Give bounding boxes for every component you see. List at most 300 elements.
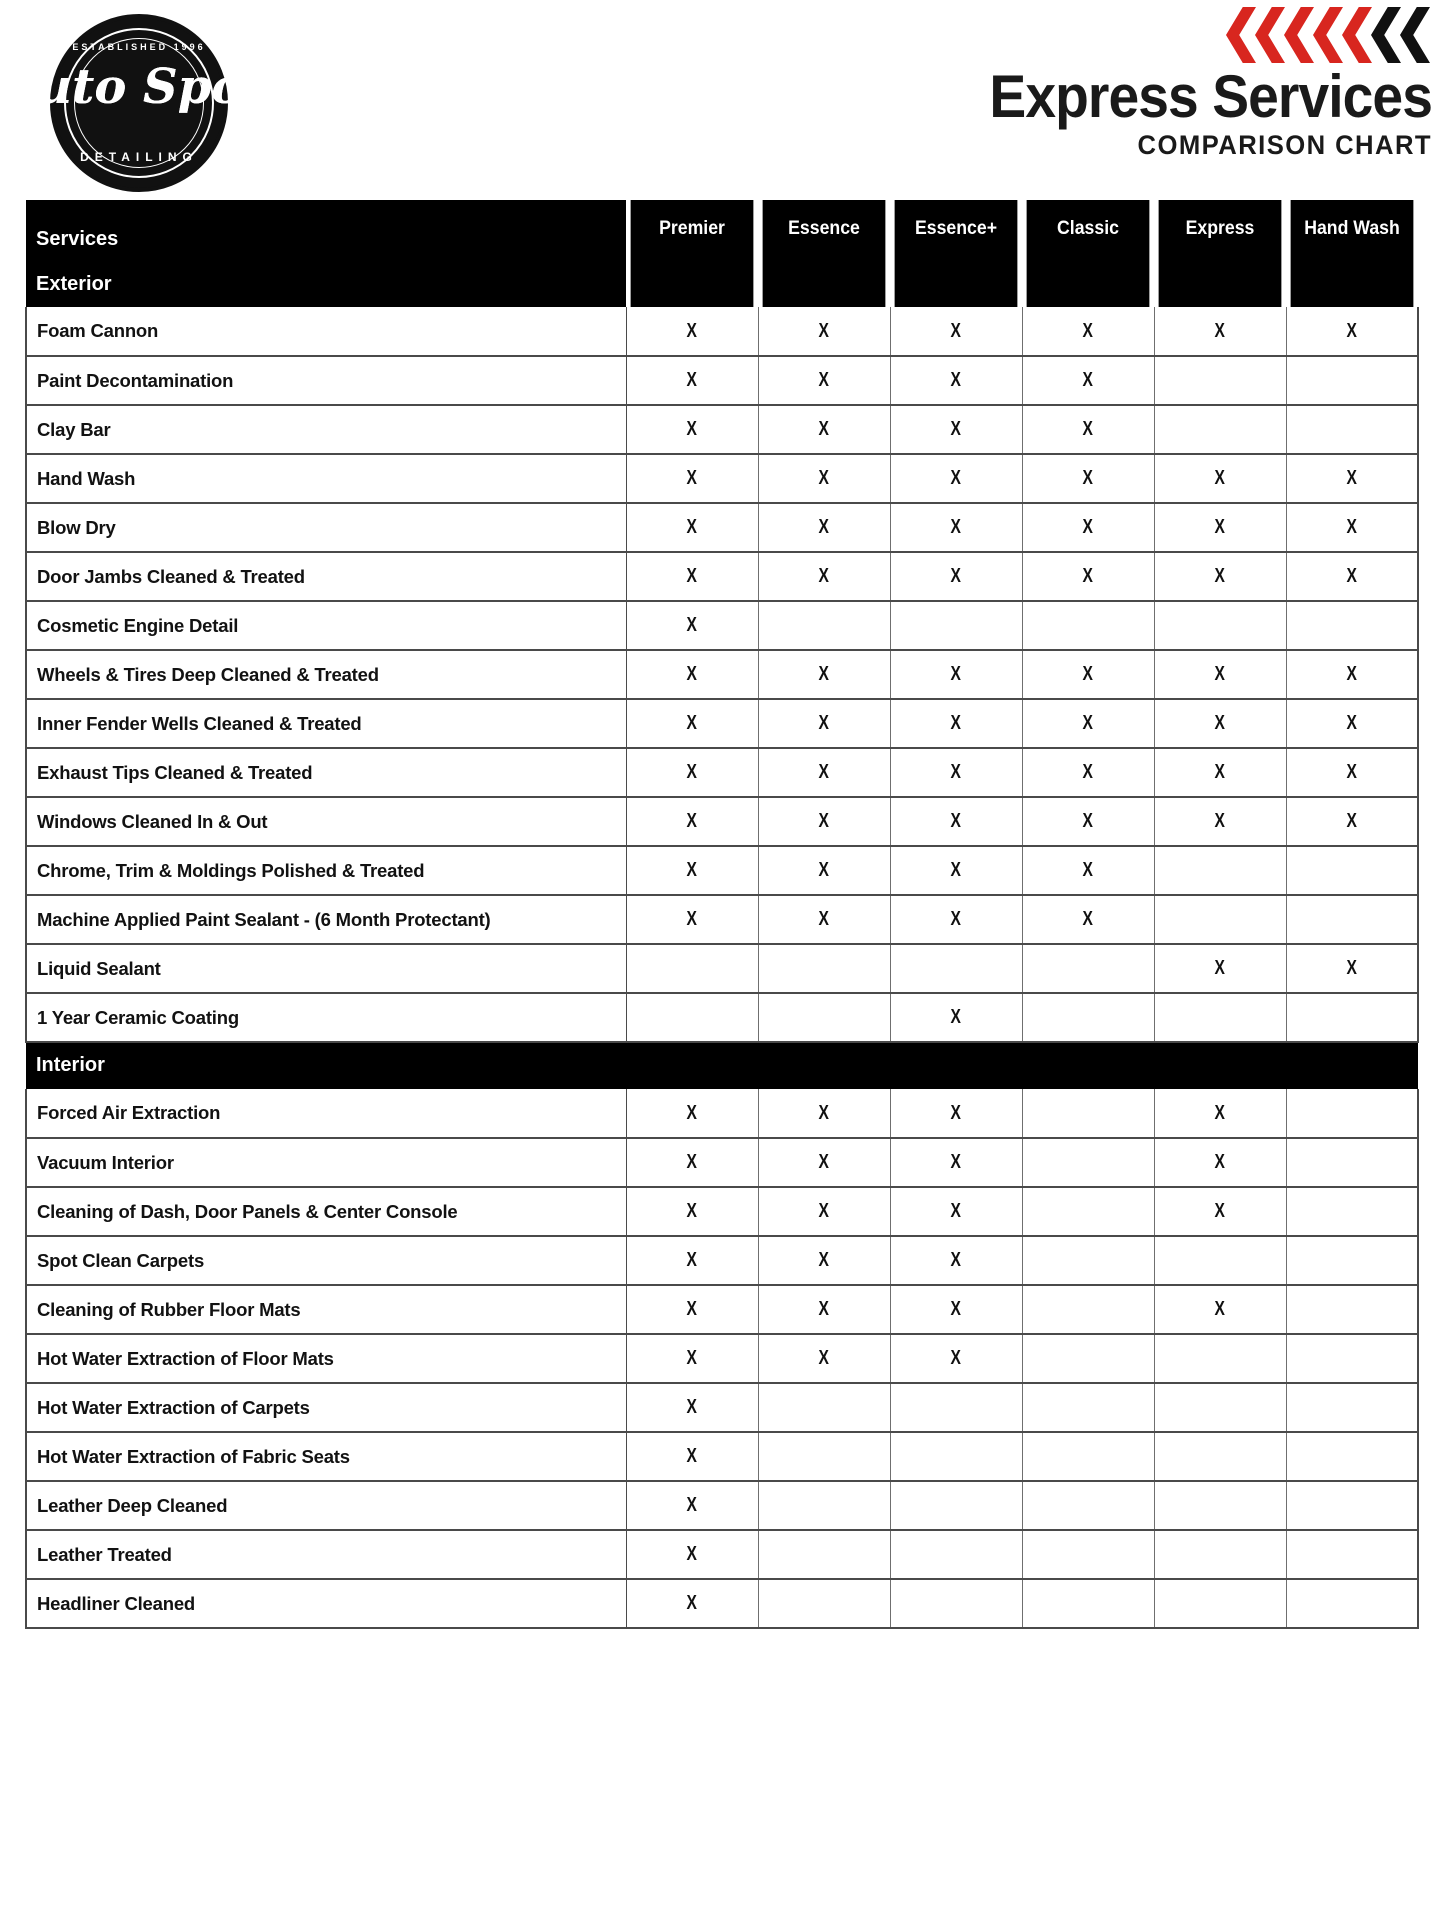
- check-mark-x: X: [818, 1347, 830, 1369]
- service-excluded-cell: [1286, 1530, 1418, 1579]
- service-included-cell: [626, 1481, 758, 1530]
- service-name-cell: Liquid Sealant: [26, 944, 626, 993]
- service-name-cell: Hand Wash: [26, 454, 626, 503]
- check-mark-x: X: [1214, 712, 1226, 734]
- table-header-row: [26, 200, 1418, 307]
- service-included-cell: [758, 1236, 890, 1285]
- check-mark-x: X: [686, 1151, 698, 1173]
- check-mark-x: X: [1346, 761, 1357, 783]
- service-included-cell: [626, 1579, 758, 1628]
- chevron-icon: [1371, 7, 1401, 63]
- check-mark-x: X: [1214, 467, 1226, 489]
- table-row: [26, 405, 1418, 454]
- page-subtitle: COMPARISON CHART: [1137, 130, 1432, 160]
- check-mark-x: X: [950, 516, 962, 538]
- check-mark-x: X: [1346, 957, 1357, 979]
- service-name-cell: Foam Cannon: [26, 307, 626, 356]
- logo-detailing-text: DETAILING: [80, 150, 198, 164]
- check-mark-x: X: [686, 712, 698, 734]
- service-excluded-cell: [1022, 1530, 1154, 1579]
- service-included-cell: [626, 699, 758, 748]
- service-included-cell: [1154, 1285, 1286, 1334]
- service-included-cell: [1286, 748, 1418, 797]
- table-row: [26, 356, 1418, 405]
- service-included-cell: [1286, 797, 1418, 846]
- comparison-table-wrap: [25, 200, 1417, 1629]
- service-included-cell: [1154, 454, 1286, 503]
- service-excluded-cell: [890, 601, 1022, 650]
- service-excluded-cell: [1286, 1383, 1418, 1432]
- service-name-cell: Leather Treated: [26, 1530, 626, 1579]
- service-included-cell: [626, 503, 758, 552]
- service-included-cell: [626, 1089, 758, 1138]
- check-mark-x: X: [686, 1445, 698, 1467]
- check-mark-x: X: [1082, 418, 1094, 440]
- service-included-cell: [626, 1530, 758, 1579]
- table-row: [26, 895, 1418, 944]
- service-included-cell: [626, 356, 758, 405]
- service-included-cell: [758, 797, 890, 846]
- check-mark-x: X: [1214, 516, 1226, 538]
- check-mark-x: X: [686, 908, 698, 930]
- service-included-cell: [1022, 846, 1154, 895]
- check-mark-x: X: [686, 1592, 698, 1614]
- service-excluded-cell: [1286, 1285, 1418, 1334]
- service-included-cell: [890, 650, 1022, 699]
- check-mark-x: X: [686, 614, 698, 636]
- service-excluded-cell: [1286, 1138, 1418, 1187]
- check-mark-x: X: [686, 810, 698, 832]
- table-body: [26, 307, 1418, 1628]
- table-row: [26, 552, 1418, 601]
- service-included-cell: [890, 405, 1022, 454]
- service-included-cell: [626, 1187, 758, 1236]
- service-included-cell: [758, 454, 890, 503]
- service-excluded-cell: [890, 1383, 1022, 1432]
- service-included-cell: [626, 552, 758, 601]
- service-included-cell: [1154, 944, 1286, 993]
- chevron-icon: [1255, 7, 1285, 63]
- exterior-section-label: Exterior: [36, 273, 112, 295]
- service-included-cell: [1154, 699, 1286, 748]
- service-excluded-cell: [1286, 993, 1418, 1042]
- table-row: [26, 1383, 1418, 1432]
- service-name-cell: Vacuum Interior: [26, 1138, 626, 1187]
- column-header-essence: Essence+: [895, 200, 1018, 307]
- check-mark-x: X: [686, 1298, 698, 1320]
- check-mark-x: X: [818, 565, 830, 587]
- service-excluded-cell: [1286, 1481, 1418, 1530]
- column-header-hand-wash: Hand Wash: [1291, 200, 1414, 307]
- check-mark-x: X: [818, 663, 830, 685]
- table-row: [26, 1236, 1418, 1285]
- check-mark-x: X: [950, 1249, 962, 1271]
- service-excluded-cell: [1286, 1432, 1418, 1481]
- check-mark-x: X: [1214, 663, 1226, 685]
- service-excluded-cell: [1022, 1285, 1154, 1334]
- service-excluded-cell: [1154, 993, 1286, 1042]
- service-name-cell: Hot Water Extraction of Carpets: [26, 1383, 626, 1432]
- table-row: [26, 1285, 1418, 1334]
- check-mark-x: X: [686, 761, 698, 783]
- table-row: [26, 307, 1418, 356]
- service-included-cell: [758, 1334, 890, 1383]
- service-excluded-cell: [758, 1432, 890, 1481]
- service-included-cell: [1286, 503, 1418, 552]
- service-excluded-cell: [1286, 1334, 1418, 1383]
- table-row: [26, 699, 1418, 748]
- check-mark-x: X: [1214, 1151, 1226, 1173]
- service-excluded-cell: [1154, 1579, 1286, 1628]
- service-included-cell: [626, 1285, 758, 1334]
- check-mark-x: X: [1346, 516, 1357, 538]
- service-excluded-cell: [1154, 895, 1286, 944]
- service-included-cell: [626, 454, 758, 503]
- check-mark-x: X: [1346, 712, 1357, 734]
- check-mark-x: X: [1082, 859, 1094, 881]
- check-mark-x: X: [1346, 467, 1357, 489]
- service-excluded-cell: [890, 1579, 1022, 1628]
- service-included-cell: [890, 993, 1022, 1042]
- service-included-cell: [626, 748, 758, 797]
- service-included-cell: [890, 307, 1022, 356]
- service-included-cell: [890, 1089, 1022, 1138]
- check-mark-x: X: [950, 1151, 962, 1173]
- service-name-cell: Hot Water Extraction of Fabric Seats: [26, 1432, 626, 1481]
- chevron-icon: [1400, 7, 1430, 63]
- service-included-cell: [1022, 356, 1154, 405]
- check-mark-x: X: [818, 908, 830, 930]
- check-mark-x: X: [818, 1249, 830, 1271]
- service-excluded-cell: [1022, 1138, 1154, 1187]
- check-mark-x: X: [1082, 761, 1094, 783]
- service-name-cell: Spot Clean Carpets: [26, 1236, 626, 1285]
- service-included-cell: [1022, 503, 1154, 552]
- service-included-cell: [758, 846, 890, 895]
- service-included-cell: [758, 650, 890, 699]
- check-mark-x: X: [1214, 1101, 1226, 1124]
- chevron-icon: [1313, 7, 1343, 63]
- service-excluded-cell: [1022, 1481, 1154, 1530]
- service-included-cell: [1154, 748, 1286, 797]
- check-mark-x: X: [950, 1006, 962, 1028]
- service-excluded-cell: [1154, 405, 1286, 454]
- service-included-cell: [890, 552, 1022, 601]
- service-included-cell: [758, 699, 890, 748]
- service-included-cell: [626, 1383, 758, 1432]
- service-name-cell: Inner Fender Wells Cleaned & Treated: [26, 699, 626, 748]
- service-included-cell: [1286, 650, 1418, 699]
- check-mark-x: X: [1082, 565, 1094, 587]
- service-included-cell: [1022, 797, 1154, 846]
- column-header-essence: Essence: [763, 200, 886, 307]
- check-mark-x: X: [686, 565, 698, 587]
- service-name-cell: Machine Applied Paint Sealant - (6 Month Protectant): [26, 895, 626, 944]
- service-excluded-cell: [1286, 1236, 1418, 1285]
- service-excluded-cell: [1154, 1383, 1286, 1432]
- check-mark-x: X: [818, 761, 830, 783]
- check-mark-x: X: [1082, 810, 1094, 832]
- check-mark-x: X: [950, 761, 962, 783]
- service-included-cell: [1022, 748, 1154, 797]
- service-included-cell: [1154, 650, 1286, 699]
- service-included-cell: [758, 748, 890, 797]
- service-excluded-cell: [1022, 944, 1154, 993]
- check-mark-x: X: [686, 1101, 698, 1124]
- service-excluded-cell: [758, 1530, 890, 1579]
- service-name-cell: Clay Bar: [26, 405, 626, 454]
- service-excluded-cell: [1022, 601, 1154, 650]
- check-mark-x: X: [818, 467, 830, 489]
- check-mark-x: X: [950, 859, 962, 881]
- services-comparison-table: [25, 200, 1419, 1629]
- service-name-cell: Cleaning of Rubber Floor Mats: [26, 1285, 626, 1334]
- check-mark-x: X: [818, 516, 830, 538]
- table-row: [26, 503, 1418, 552]
- service-included-cell: [758, 1089, 890, 1138]
- check-mark-x: X: [950, 810, 962, 832]
- service-excluded-cell: [1286, 846, 1418, 895]
- table-row: [26, 1579, 1418, 1628]
- service-name-cell: Cosmetic Engine Detail: [26, 601, 626, 650]
- service-included-cell: [1022, 699, 1154, 748]
- service-included-cell: [626, 307, 758, 356]
- service-included-cell: [890, 895, 1022, 944]
- check-mark-x: X: [950, 565, 962, 587]
- check-mark-x: X: [686, 859, 698, 881]
- service-name-cell: 1 Year Ceramic Coating: [26, 993, 626, 1042]
- check-mark-x: X: [1082, 663, 1094, 685]
- service-excluded-cell: [626, 993, 758, 1042]
- service-name-cell: Wheels & Tires Deep Cleaned & Treated: [26, 650, 626, 699]
- service-excluded-cell: [1154, 1334, 1286, 1383]
- check-mark-x: X: [1214, 810, 1226, 832]
- check-mark-x: X: [1346, 565, 1357, 587]
- service-included-cell: [890, 1285, 1022, 1334]
- table-row: [26, 846, 1418, 895]
- service-included-cell: [626, 405, 758, 454]
- table-row: [26, 454, 1418, 503]
- table-row: [26, 601, 1418, 650]
- service-included-cell: [626, 601, 758, 650]
- services-label: Services: [36, 228, 119, 250]
- chevron-decoration: [732, 4, 1432, 66]
- service-included-cell: [1154, 1089, 1286, 1138]
- service-excluded-cell: [1154, 1530, 1286, 1579]
- service-excluded-cell: [1154, 1432, 1286, 1481]
- column-header-express: Express: [1159, 200, 1282, 307]
- check-mark-x: X: [818, 1200, 830, 1222]
- service-included-cell: [626, 797, 758, 846]
- service-included-cell: [758, 1138, 890, 1187]
- chevron-icon: [1226, 7, 1256, 63]
- table-row: [26, 1432, 1418, 1481]
- check-mark-x: X: [1082, 908, 1094, 930]
- check-mark-x: X: [950, 712, 962, 734]
- check-mark-x: X: [686, 1347, 698, 1369]
- service-included-cell: [1286, 307, 1418, 356]
- check-mark-x: X: [818, 319, 830, 342]
- table-row: [26, 650, 1418, 699]
- check-mark-x: X: [818, 1151, 830, 1173]
- check-mark-x: X: [686, 1543, 698, 1565]
- service-excluded-cell: [1022, 1579, 1154, 1628]
- service-name-cell: Exhaust Tips Cleaned & Treated: [26, 748, 626, 797]
- check-mark-x: X: [1214, 565, 1226, 587]
- service-excluded-cell: [1286, 405, 1418, 454]
- service-name-cell: Headliner Cleaned: [26, 1579, 626, 1628]
- service-excluded-cell: [1022, 1236, 1154, 1285]
- service-excluded-cell: [1154, 1236, 1286, 1285]
- check-mark-x: X: [1082, 712, 1094, 734]
- service-name-cell: Leather Deep Cleaned: [26, 1481, 626, 1530]
- service-excluded-cell: [1022, 993, 1154, 1042]
- check-mark-x: X: [1082, 319, 1094, 342]
- service-included-cell: [758, 405, 890, 454]
- service-included-cell: [1154, 1138, 1286, 1187]
- service-excluded-cell: [890, 1530, 1022, 1579]
- check-mark-x: X: [686, 369, 698, 391]
- service-included-cell: [758, 356, 890, 405]
- table-row: [26, 748, 1418, 797]
- check-mark-x: X: [686, 1396, 698, 1418]
- column-header-premier: Premier: [631, 200, 754, 307]
- service-included-cell: [1286, 944, 1418, 993]
- service-included-cell: [1154, 503, 1286, 552]
- check-mark-x: X: [1214, 761, 1226, 783]
- service-name-cell: Windows Cleaned In & Out: [26, 797, 626, 846]
- check-mark-x: X: [818, 1298, 830, 1320]
- table-header: [26, 200, 1418, 307]
- service-name-cell: Door Jambs Cleaned & Treated: [26, 552, 626, 601]
- service-excluded-cell: [1022, 1432, 1154, 1481]
- check-mark-x: X: [818, 1101, 830, 1124]
- service-included-cell: [626, 846, 758, 895]
- check-mark-x: X: [686, 516, 698, 538]
- table-row: [26, 1481, 1418, 1530]
- check-mark-x: X: [1214, 1200, 1226, 1222]
- service-included-cell: [890, 356, 1022, 405]
- service-name-cell: Paint Decontamination: [26, 356, 626, 405]
- service-excluded-cell: [1154, 356, 1286, 405]
- service-excluded-cell: [1286, 1187, 1418, 1236]
- service-included-cell: [1154, 1187, 1286, 1236]
- service-excluded-cell: [758, 944, 890, 993]
- check-mark-x: X: [1214, 319, 1226, 342]
- service-included-cell: [890, 1187, 1022, 1236]
- service-excluded-cell: [758, 1579, 890, 1628]
- service-included-cell: [1286, 454, 1418, 503]
- logo-wordmark: Auto Sport: [0, 59, 291, 115]
- service-included-cell: [758, 895, 890, 944]
- check-mark-x: X: [1346, 810, 1357, 832]
- service-included-cell: [890, 1138, 1022, 1187]
- service-included-cell: [890, 454, 1022, 503]
- service-included-cell: [890, 1334, 1022, 1383]
- check-mark-x: X: [950, 1200, 962, 1222]
- service-included-cell: [890, 846, 1022, 895]
- table-row: [26, 797, 1418, 846]
- check-mark-x: X: [686, 663, 698, 685]
- service-excluded-cell: [1154, 1481, 1286, 1530]
- service-included-cell: [1154, 797, 1286, 846]
- service-excluded-cell: [1022, 1089, 1154, 1138]
- service-included-cell: [1022, 307, 1154, 356]
- check-mark-x: X: [950, 908, 962, 930]
- service-excluded-cell: [1286, 601, 1418, 650]
- chevron-icon: [1342, 7, 1372, 63]
- service-included-cell: [758, 503, 890, 552]
- service-excluded-cell: [890, 1432, 1022, 1481]
- check-mark-x: X: [950, 467, 962, 489]
- service-included-cell: [626, 1334, 758, 1383]
- service-included-cell: [890, 1236, 1022, 1285]
- check-mark-x: X: [686, 418, 698, 440]
- logo-established-text: ESTABLISHED 1996: [72, 42, 206, 52]
- table-row: [26, 993, 1418, 1042]
- check-mark-x: X: [686, 467, 698, 489]
- check-mark-x: X: [1214, 957, 1226, 979]
- check-mark-x: X: [1214, 1298, 1226, 1320]
- table-row: [26, 1530, 1418, 1579]
- check-mark-x: X: [1346, 663, 1357, 685]
- service-included-cell: [626, 1236, 758, 1285]
- title-block: [732, 4, 1432, 162]
- service-included-cell: [1022, 552, 1154, 601]
- service-name-cell: Blow Dry: [26, 503, 626, 552]
- service-excluded-cell: [1286, 356, 1418, 405]
- service-excluded-cell: [1286, 895, 1418, 944]
- service-included-cell: [1154, 552, 1286, 601]
- service-included-cell: [626, 1432, 758, 1481]
- service-included-cell: [758, 1187, 890, 1236]
- check-mark-x: X: [818, 369, 830, 391]
- service-excluded-cell: [758, 993, 890, 1042]
- table-row: [26, 1187, 1418, 1236]
- service-included-cell: [626, 1138, 758, 1187]
- check-mark-x: X: [686, 1249, 698, 1271]
- service-included-cell: [890, 699, 1022, 748]
- service-included-cell: [758, 552, 890, 601]
- check-mark-x: X: [950, 663, 962, 685]
- table-row: [26, 1089, 1418, 1138]
- service-excluded-cell: [1286, 1089, 1418, 1138]
- service-excluded-cell: [1154, 601, 1286, 650]
- service-excluded-cell: [758, 1383, 890, 1432]
- service-included-cell: [1286, 552, 1418, 601]
- check-mark-x: X: [950, 418, 962, 440]
- service-included-cell: [1154, 307, 1286, 356]
- check-mark-x: X: [686, 319, 698, 342]
- service-excluded-cell: [1022, 1383, 1154, 1432]
- table-row: [26, 1334, 1418, 1383]
- service-included-cell: [1022, 454, 1154, 503]
- service-name-cell: Forced Air Extraction: [26, 1089, 626, 1138]
- check-mark-x: X: [1082, 467, 1094, 489]
- check-mark-x: X: [818, 859, 830, 881]
- service-excluded-cell: [1022, 1187, 1154, 1236]
- service-included-cell: [758, 1285, 890, 1334]
- check-mark-x: X: [1346, 319, 1357, 342]
- check-mark-x: X: [950, 1347, 962, 1369]
- column-header-classic: Classic: [1027, 200, 1150, 307]
- check-mark-x: X: [686, 1200, 698, 1222]
- check-mark-x: X: [818, 712, 830, 734]
- service-included-cell: [758, 307, 890, 356]
- service-included-cell: [890, 748, 1022, 797]
- service-excluded-cell: [890, 1481, 1022, 1530]
- service-excluded-cell: [1154, 846, 1286, 895]
